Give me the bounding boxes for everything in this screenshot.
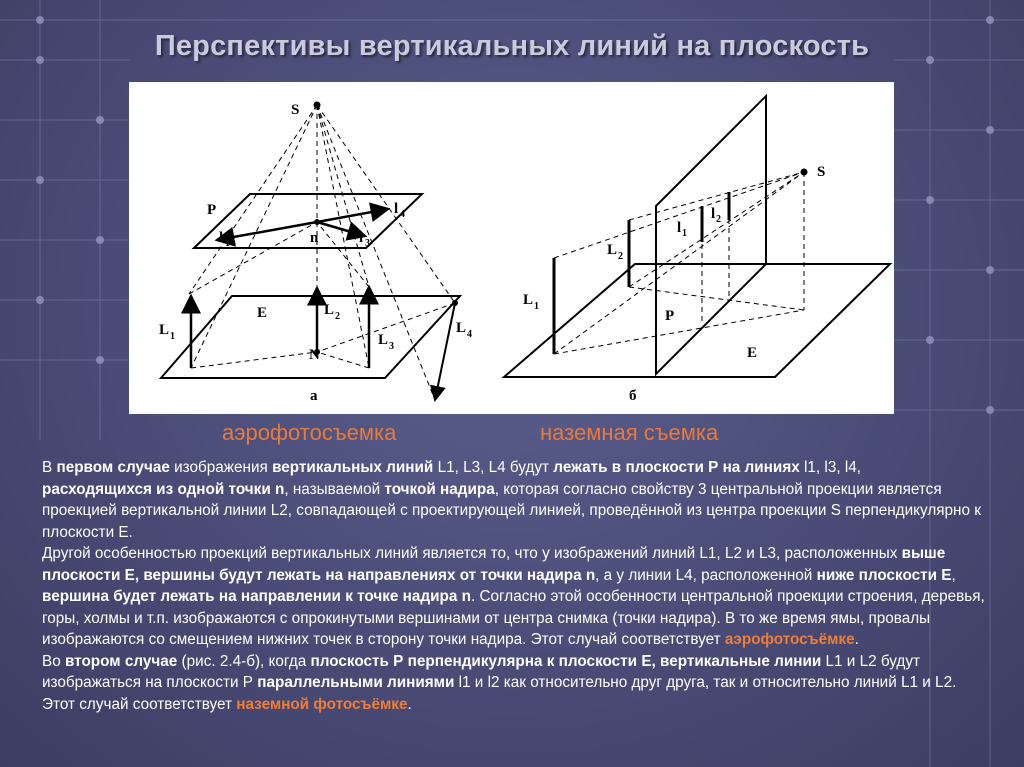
figure-panel	[129, 82, 894, 414]
caption-aerial: аэрофотосъемка	[222, 420, 397, 445]
right-labels	[523, 164, 825, 404]
projection-diagram	[129, 82, 894, 414]
left-plane-e	[161, 296, 460, 378]
svg-text:3: 3	[365, 238, 370, 249]
left-labels	[159, 102, 472, 404]
svg-text:1: 1	[225, 238, 230, 249]
svg-text:L: L	[378, 332, 389, 348]
svg-text:P: P	[665, 308, 675, 324]
svg-text:L: L	[324, 302, 335, 318]
right-plane-e	[504, 264, 890, 377]
svg-text:n: n	[310, 230, 319, 246]
svg-text:4: 4	[467, 329, 472, 340]
svg-text:l: l	[394, 201, 399, 217]
svg-text:S: S	[817, 164, 826, 180]
svg-text:1: 1	[534, 301, 539, 312]
svg-text:P: P	[207, 202, 217, 218]
svg-text:2: 2	[335, 311, 340, 322]
svg-text:2: 2	[618, 251, 623, 262]
right-diagram	[504, 96, 890, 377]
right-plane-p	[656, 96, 766, 374]
svg-text:2: 2	[716, 214, 721, 225]
svg-text:4: 4	[400, 209, 405, 220]
body-text	[42, 457, 987, 715]
svg-text:L: L	[523, 292, 534, 308]
svg-text:E: E	[747, 345, 758, 361]
caption-ground: наземная съемка	[540, 420, 719, 445]
svg-text:l: l	[677, 220, 682, 236]
paragraph-first-case: В первом случае изображения вертикальных линий L1, L3, L4 будут лежать в плоскости Р на линиях l1, l3, l4, расходящихся из одной точки n, называемой точкой надира, которая согласно свойству 3 центральной проекции является проекцией вертикальной линии L2, совпадающей с проектирующей линией, проведённой из центра проекции S перпендикулярно к плоскости Е.	[42, 459, 981, 541]
svg-text:N: N	[309, 347, 320, 363]
svg-text:S: S	[291, 102, 300, 118]
svg-text:L: L	[456, 320, 467, 336]
svg-text:а: а	[310, 388, 318, 404]
svg-text:l: l	[711, 206, 716, 222]
svg-text:E: E	[257, 305, 268, 321]
svg-text:3: 3	[389, 341, 394, 352]
svg-text:l: l	[359, 230, 364, 246]
svg-text:1: 1	[682, 228, 687, 239]
paragraph-second-case: Во втором случае (рис. 2.4-б), когда плоскость Р перпендикулярна к плоскости Е, вертикальные линии L1 и L2 будут изображаться на плоскости Р параллельными линиями l1 и l2 как относительно друг друга, так и относительно линий L1 и L2. Этот случай соответствует наземной фотосъёмке.	[42, 652, 957, 713]
svg-text:L: L	[607, 242, 618, 258]
slide-title: Перспективы вертикальных линий на плоскость	[154, 30, 870, 62]
svg-text:б: б	[629, 388, 637, 404]
highlight-ground: наземной фотосъёмке	[236, 695, 408, 713]
svg-text:l: l	[219, 230, 224, 246]
svg-text:L: L	[159, 322, 170, 338]
svg-text:1: 1	[170, 331, 175, 342]
highlight-aerial: аэрофотосъёмке	[724, 631, 855, 648]
paragraph-second-feature: Другой особенностью проекций вертикальных линий является то, что у изображений линий L1, L2 и L3, расположенных выше плоскости Е, вершины будут лежать на направлениях от точки надира n, а у линии L4, расположенной ниже плоскости Е, вершина будет лежать на направлении к точке надира n. Согласно этой особенности центральной проекции строения, деревья, горы, холмы и т.п. изображаются с опрокинутыми вершинами от центра снимка (точки надира). В то же время ямы, провалы изображаются со смещением нижних точек в сторону точки надира. Этот случай соответствует аэрофотосъёмке.	[42, 545, 985, 648]
